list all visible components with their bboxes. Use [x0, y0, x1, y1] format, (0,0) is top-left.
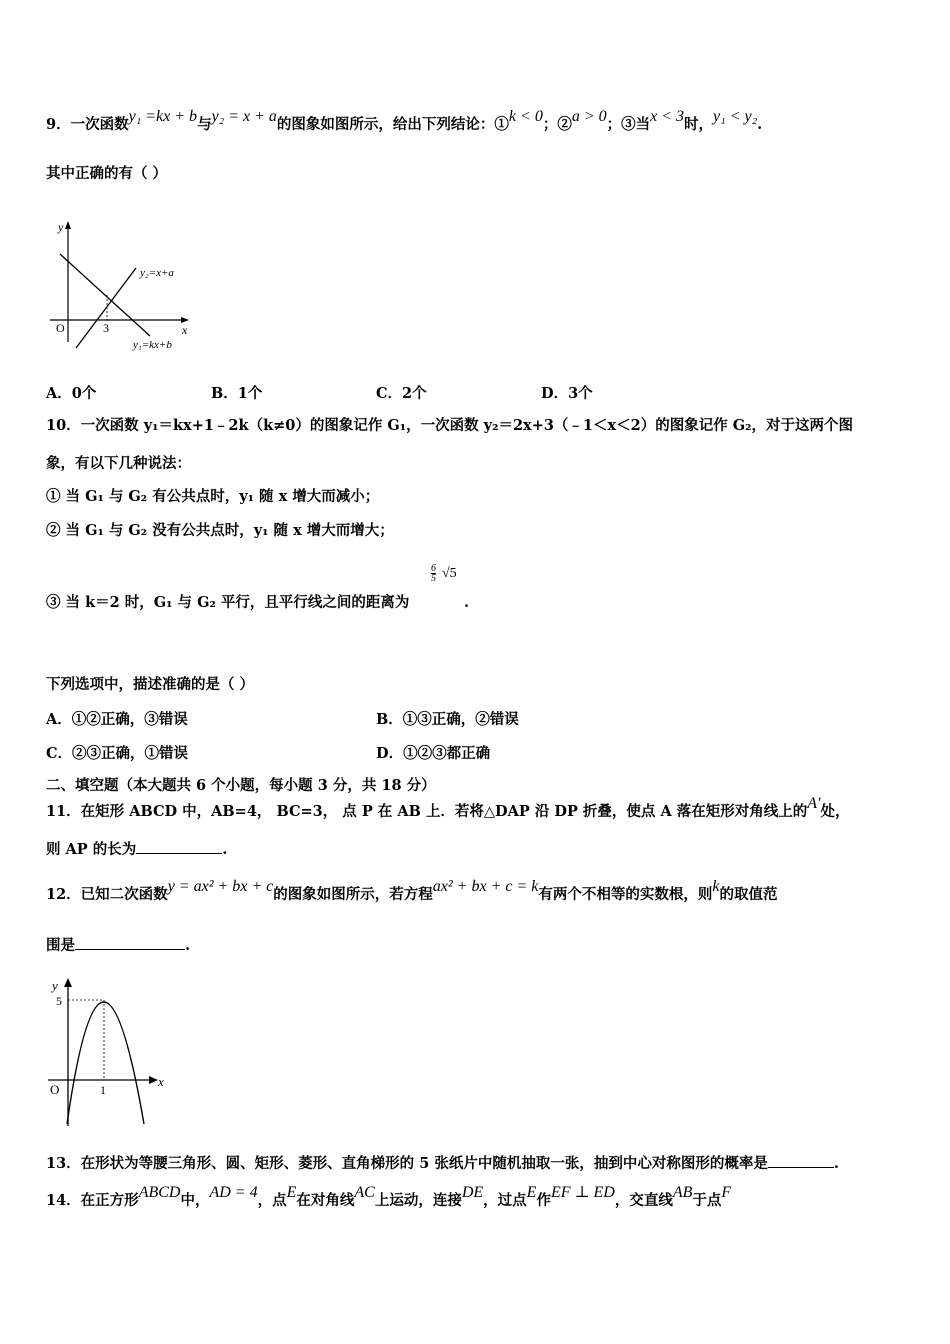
q12-x-tick-label: 1	[100, 1083, 106, 1097]
q9-conclusion-2: a > 0	[571, 108, 607, 125]
q12-x-arrow	[149, 1076, 158, 1084]
q11-text-2: 则 AP 的长为	[46, 841, 137, 858]
q12-y-arrow	[64, 978, 72, 987]
q9-x-label: x	[182, 323, 188, 337]
q14-formula-ad: AD = 4	[209, 1184, 258, 1201]
q10-fraction	[431, 564, 436, 583]
q9-option-c: C．2个	[376, 385, 427, 402]
q10-line2: 象，有以下几种说法：	[46, 455, 191, 472]
q9-option-b: B．1个	[211, 385, 263, 402]
q12-answer-blank[interactable]	[75, 935, 185, 950]
q13-end: .	[833, 1155, 839, 1172]
q12-graph	[44, 976, 174, 1128]
q12-end: .	[185, 937, 191, 954]
q9-formula-y2: y₂ = x + a	[211, 108, 277, 125]
q14-text-h: 作	[536, 1192, 551, 1209]
q12-text-b: 的图象如图所示，若方程	[273, 886, 433, 903]
q10-statement-3	[46, 593, 409, 613]
q12-origin-label: O	[50, 1082, 60, 1097]
q9-text-b: 与	[197, 116, 212, 133]
q9-sep-1: ；②	[542, 116, 572, 133]
q12-formula-equation: ax² + bx + c = k	[432, 878, 539, 895]
q11-text: 11．在矩形 ABCD 中，AB=4， BC=3， 点 P 在 AB 上．若将△DAP 沿 DP 折叠，使点 A 落在矩形对角线上的	[46, 803, 808, 820]
q14-point-e: E	[286, 1184, 297, 1201]
q13-answer-blank[interactable]	[768, 1153, 834, 1168]
q9-text-d: 时，	[684, 116, 714, 133]
q10-statement-3-text: ③ 当 k＝2 时，G₁ 与 G₂ 平行，且平行线之间的距离为	[46, 594, 410, 611]
q10-option-d: D．①②③都正确	[376, 745, 491, 762]
q14-text-j: 于点	[692, 1192, 722, 1209]
q14-segment-de: DE	[461, 1184, 484, 1201]
q11-line1	[46, 795, 850, 822]
q10-statement-2: ② 当 G₁ 与 G₂ 没有公共点时，y₁ 随 x 增大而增大；	[46, 522, 394, 539]
q14-text-g: ，过点	[483, 1192, 527, 1209]
q9-sep-2: ；③当	[606, 116, 651, 133]
q9-origin-label: O	[56, 321, 65, 335]
q13-text: 13．在形状为等腰三角形、圆、矩形、菱形、直角梯形的 5 张纸片中随机抽取一张，抽到中心对称图形的概率是	[46, 1155, 768, 1172]
q11-text-end: 处，	[820, 803, 850, 820]
q11-answer-blank[interactable]	[136, 839, 222, 854]
q14-formula-perp: EF ⊥ ED	[550, 1184, 615, 1201]
q10-sqrt: √5	[442, 566, 457, 581]
q12-y-tick-label: 5	[56, 994, 62, 1008]
q14-text-a: 14．在正方形	[46, 1192, 139, 1209]
q14-text-f: 上运动，连接	[374, 1192, 462, 1209]
q9-tick-label: 3	[103, 321, 109, 335]
q9-conclusion-4: y₁ < y₂	[713, 108, 758, 125]
q9-conclusion-3: x < 3	[650, 108, 685, 125]
q9-text-a: 9．一次函数	[46, 116, 129, 133]
q12-formula-quadratic: y = ax² + bx + c	[167, 878, 274, 895]
q10-line1: 10．一次函数 y₁＝kx+1﹣2k（k≠0）的图象记作 G₁，一次函数 y₂＝2x+3（﹣1＜x＜2）的图象记作 G₂，对于这两个图	[46, 417, 854, 434]
q12-line2	[46, 935, 190, 956]
q9-text-c: 的图象如图所示，给出下列结论：①	[276, 116, 509, 133]
q14-text-c: ，点	[257, 1192, 287, 1209]
q12-parabola	[67, 1002, 144, 1124]
q9-label-y1: y₁=kx+b	[133, 339, 172, 351]
q11-line2	[46, 839, 227, 860]
q9-end: .	[757, 116, 763, 133]
q9-graph	[46, 218, 206, 354]
q14-square-abcd: ABCD	[138, 1184, 181, 1201]
q9-y-arrow	[65, 221, 71, 229]
q10-frac-den: 5	[431, 573, 436, 584]
q11-end: .	[222, 841, 228, 858]
q12-line1	[46, 878, 778, 905]
q9-conclusion-1: k < 0	[508, 108, 543, 125]
q14-line	[46, 1184, 732, 1211]
section-2-title: 二、填空题（本大题共 6 个小题，每小题 3 分，共 18 分）	[46, 777, 436, 794]
q9-option-a: A．0个	[46, 385, 97, 402]
q12-text-a: 12．已知二次函数	[46, 886, 168, 903]
q10-question: 下列选项中，描述准确的是（ ）	[46, 676, 255, 693]
q13-line	[46, 1153, 839, 1174]
q10-frac-num: 6	[431, 563, 436, 574]
q12-text-d: 的取值范	[719, 886, 778, 903]
q12-x-label: x	[158, 1074, 164, 1089]
q10-statement-1: ① 当 G₁ 与 G₂ 有公共点时，y₁ 随 x 增大而减小；	[46, 488, 380, 505]
q14-text-b: 中，	[180, 1192, 210, 1209]
q11-symbol: A′	[807, 795, 821, 812]
q12-text-c: 有两个不相等的实数根，则	[538, 886, 713, 903]
q14-point-e-2: E	[526, 1184, 537, 1201]
q9-label-y2: y₂=x+a	[140, 267, 174, 279]
q14-text-d: 在对角线	[296, 1192, 355, 1209]
q9-line-y2	[76, 268, 136, 348]
q9-y-label: y	[58, 220, 64, 234]
q9-line2: 其中正确的有（ ）	[46, 165, 168, 182]
q9-formula-y1: y₁ =kx + b	[128, 108, 198, 125]
q14-diagonal-ac: AC	[354, 1184, 375, 1201]
q14-line-ab: AB	[672, 1184, 693, 1201]
q14-point-f: F	[721, 1184, 732, 1201]
q10-statement-3-end: .	[464, 594, 470, 611]
q10-option-c: C．②③正确，①错误	[46, 745, 189, 762]
q12-text-2: 围是	[46, 937, 75, 954]
q9-option-d: D．3个	[541, 385, 593, 402]
q14-text-i: ，交直线	[614, 1192, 673, 1209]
q9-line1	[46, 108, 763, 135]
q10-option-b: B．①③正确，②错误	[376, 711, 519, 728]
q12-y-label: y	[52, 978, 58, 993]
q10-option-a: A．①②正确，③错误	[46, 711, 188, 728]
q12-variable-k: k	[712, 878, 720, 895]
